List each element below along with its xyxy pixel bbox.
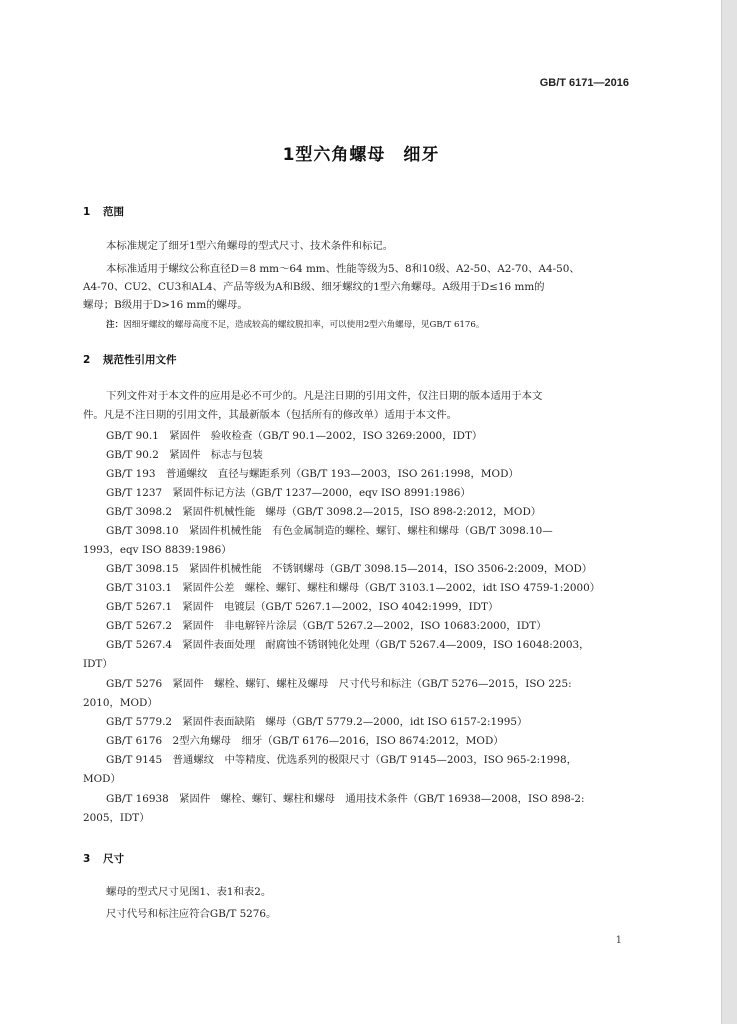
section-2-heading xyxy=(83,352,177,367)
reference-item: GB/T 193 普通螺纹 直径与螺距系列（GB/T 193—2003，ISO 261:1998，MOD） xyxy=(106,468,519,480)
reference-item: GB/T 16938 紧固件 螺栓、螺钉、螺柱和螺母 通用技术条件（GB/T 16938—2008，ISO 898-2: xyxy=(106,793,585,805)
reference-item-continuation: 1993，eqv ISO 8839:1986） xyxy=(83,544,232,556)
scope-paragraph-2-line: 螺母；B级用于D>16 mm的螺母。 xyxy=(83,299,248,311)
section-number: 3 xyxy=(83,853,91,865)
reference-item: GB/T 5267.2 紧固件 非电解锌片涂层（GB/T 5267.2—2002，ISO 10683:2000，IDT） xyxy=(106,620,547,632)
reference-item-continuation: MOD） xyxy=(83,773,121,785)
reference-item-continuation: 2010，MOD） xyxy=(83,697,158,709)
reference-item: GB/T 5267.1 紧固件 电镀层（GB/T 5267.1—2002，ISO 4042:1999，IDT） xyxy=(106,601,499,613)
standard-code: GB/T 6171—2016 xyxy=(539,77,629,89)
reference-item: GB/T 5267.4 紧固件表面处理 耐腐蚀不锈钢钝化处理（GB/T 5267.4—2009，ISO 16048:2003， xyxy=(106,639,590,651)
document-title: 1型六角螺母 细牙 xyxy=(282,145,440,165)
reference-item: GB/T 3098.2 紧固件机械性能 螺母（GB/T 3098.2—2015，ISO 898-2:2012，MOD） xyxy=(106,506,542,518)
reference-item: GB/T 90.2 紧固件 标志与包装 xyxy=(106,449,263,461)
scope-note xyxy=(106,318,484,332)
vertical-scrollbar[interactable] xyxy=(721,0,737,1024)
reference-item: GB/T 9145 普通螺纹 中等精度、优选系列的极限尺寸（GB/T 9145—2003，ISO 965-2:1998， xyxy=(106,754,577,766)
reference-item: GB/T 3103.1 紧固件公差 螺栓、螺钉、螺柱和螺母（GB/T 3103.1—2002，idt ISO 4759-1:2000） xyxy=(106,582,601,594)
section-number: 2 xyxy=(83,354,91,366)
section-title: 规范性引用文件 xyxy=(103,354,177,366)
section-1-heading xyxy=(83,204,124,219)
section-number: 1 xyxy=(83,206,91,218)
reference-item: GB/T 5276 紧固件 螺栓、螺钉、螺柱及螺母 尺寸代号和标注（GB/T 5276—2015，ISO 225: xyxy=(106,678,572,690)
scope-paragraph-1: 本标准规定了细牙1型六角螺母的型式尺寸、技术条件和标记。 xyxy=(106,240,394,252)
section-title: 范围 xyxy=(103,206,124,218)
reference-item-continuation: 2005，IDT） xyxy=(83,812,150,824)
reference-item: GB/T 90.1 紧固件 验收检查（GB/T 90.1—2002，ISO 3269:2000，IDT） xyxy=(106,430,483,442)
reference-item: GB/T 3098.15 紧固件机械性能 不锈钢螺母（GB/T 3098.15—2014，ISO 3506-2:2009，MOD） xyxy=(106,563,593,575)
reference-item: GB/T 1237 紧固件标记方法（GB/T 1237—2000，eqv ISO 8991:1986） xyxy=(106,487,471,499)
reference-item-continuation: IDT） xyxy=(83,658,113,670)
refs-intro-line: 件。凡是不注日期的引用文件，其最新版本（包括所有的修改单）适用于本文件。 xyxy=(83,409,458,421)
scope-paragraph-2-line: A4-70、CU2、CU3和AL4、产品等级为A和B级、细牙螺纹的1型六角螺母。A级用于D≤16 mm的 xyxy=(83,281,545,293)
section-3-heading xyxy=(83,851,124,866)
dimensions-paragraph: 尺寸代号和标注应符合GB/T 5276。 xyxy=(106,908,277,920)
note-label: 注： xyxy=(106,320,124,330)
section-title: 尺寸 xyxy=(103,853,124,865)
page-number: 1 xyxy=(615,935,622,946)
reference-item: GB/T 6176 2型六角螺母 细牙（GB/T 6176—2016，ISO 8674:2012，MOD） xyxy=(106,735,504,747)
reference-item: GB/T 3098.10 紧固件机械性能 有色金属制造的螺栓、螺钉、螺柱和螺母（GB/T 3098.10— xyxy=(106,525,553,537)
dimensions-paragraph: 螺母的型式尺寸见图1、表1和表2。 xyxy=(106,886,272,898)
scope-paragraph-2-line: 本标准适用于螺纹公称直径D＝8 mm～64 mm、性能等级为5、8和10级、A2-50、A2-70、A4-50、 xyxy=(106,263,580,275)
refs-intro-line: 下列文件对于本文件的应用是必不可少的。凡是注日期的引用文件，仅注日期的版本适用于本文 xyxy=(106,390,543,402)
note-text: 因细牙螺纹的螺母高度不足，造成较高的螺纹脱扣率，可以使用2型六角螺母，见GB/T 6176。 xyxy=(123,320,485,330)
reference-item: GB/T 5779.2 紧固件表面缺陷 螺母（GB/T 5779.2—2000，idt ISO 6157-2:1995） xyxy=(106,716,528,728)
